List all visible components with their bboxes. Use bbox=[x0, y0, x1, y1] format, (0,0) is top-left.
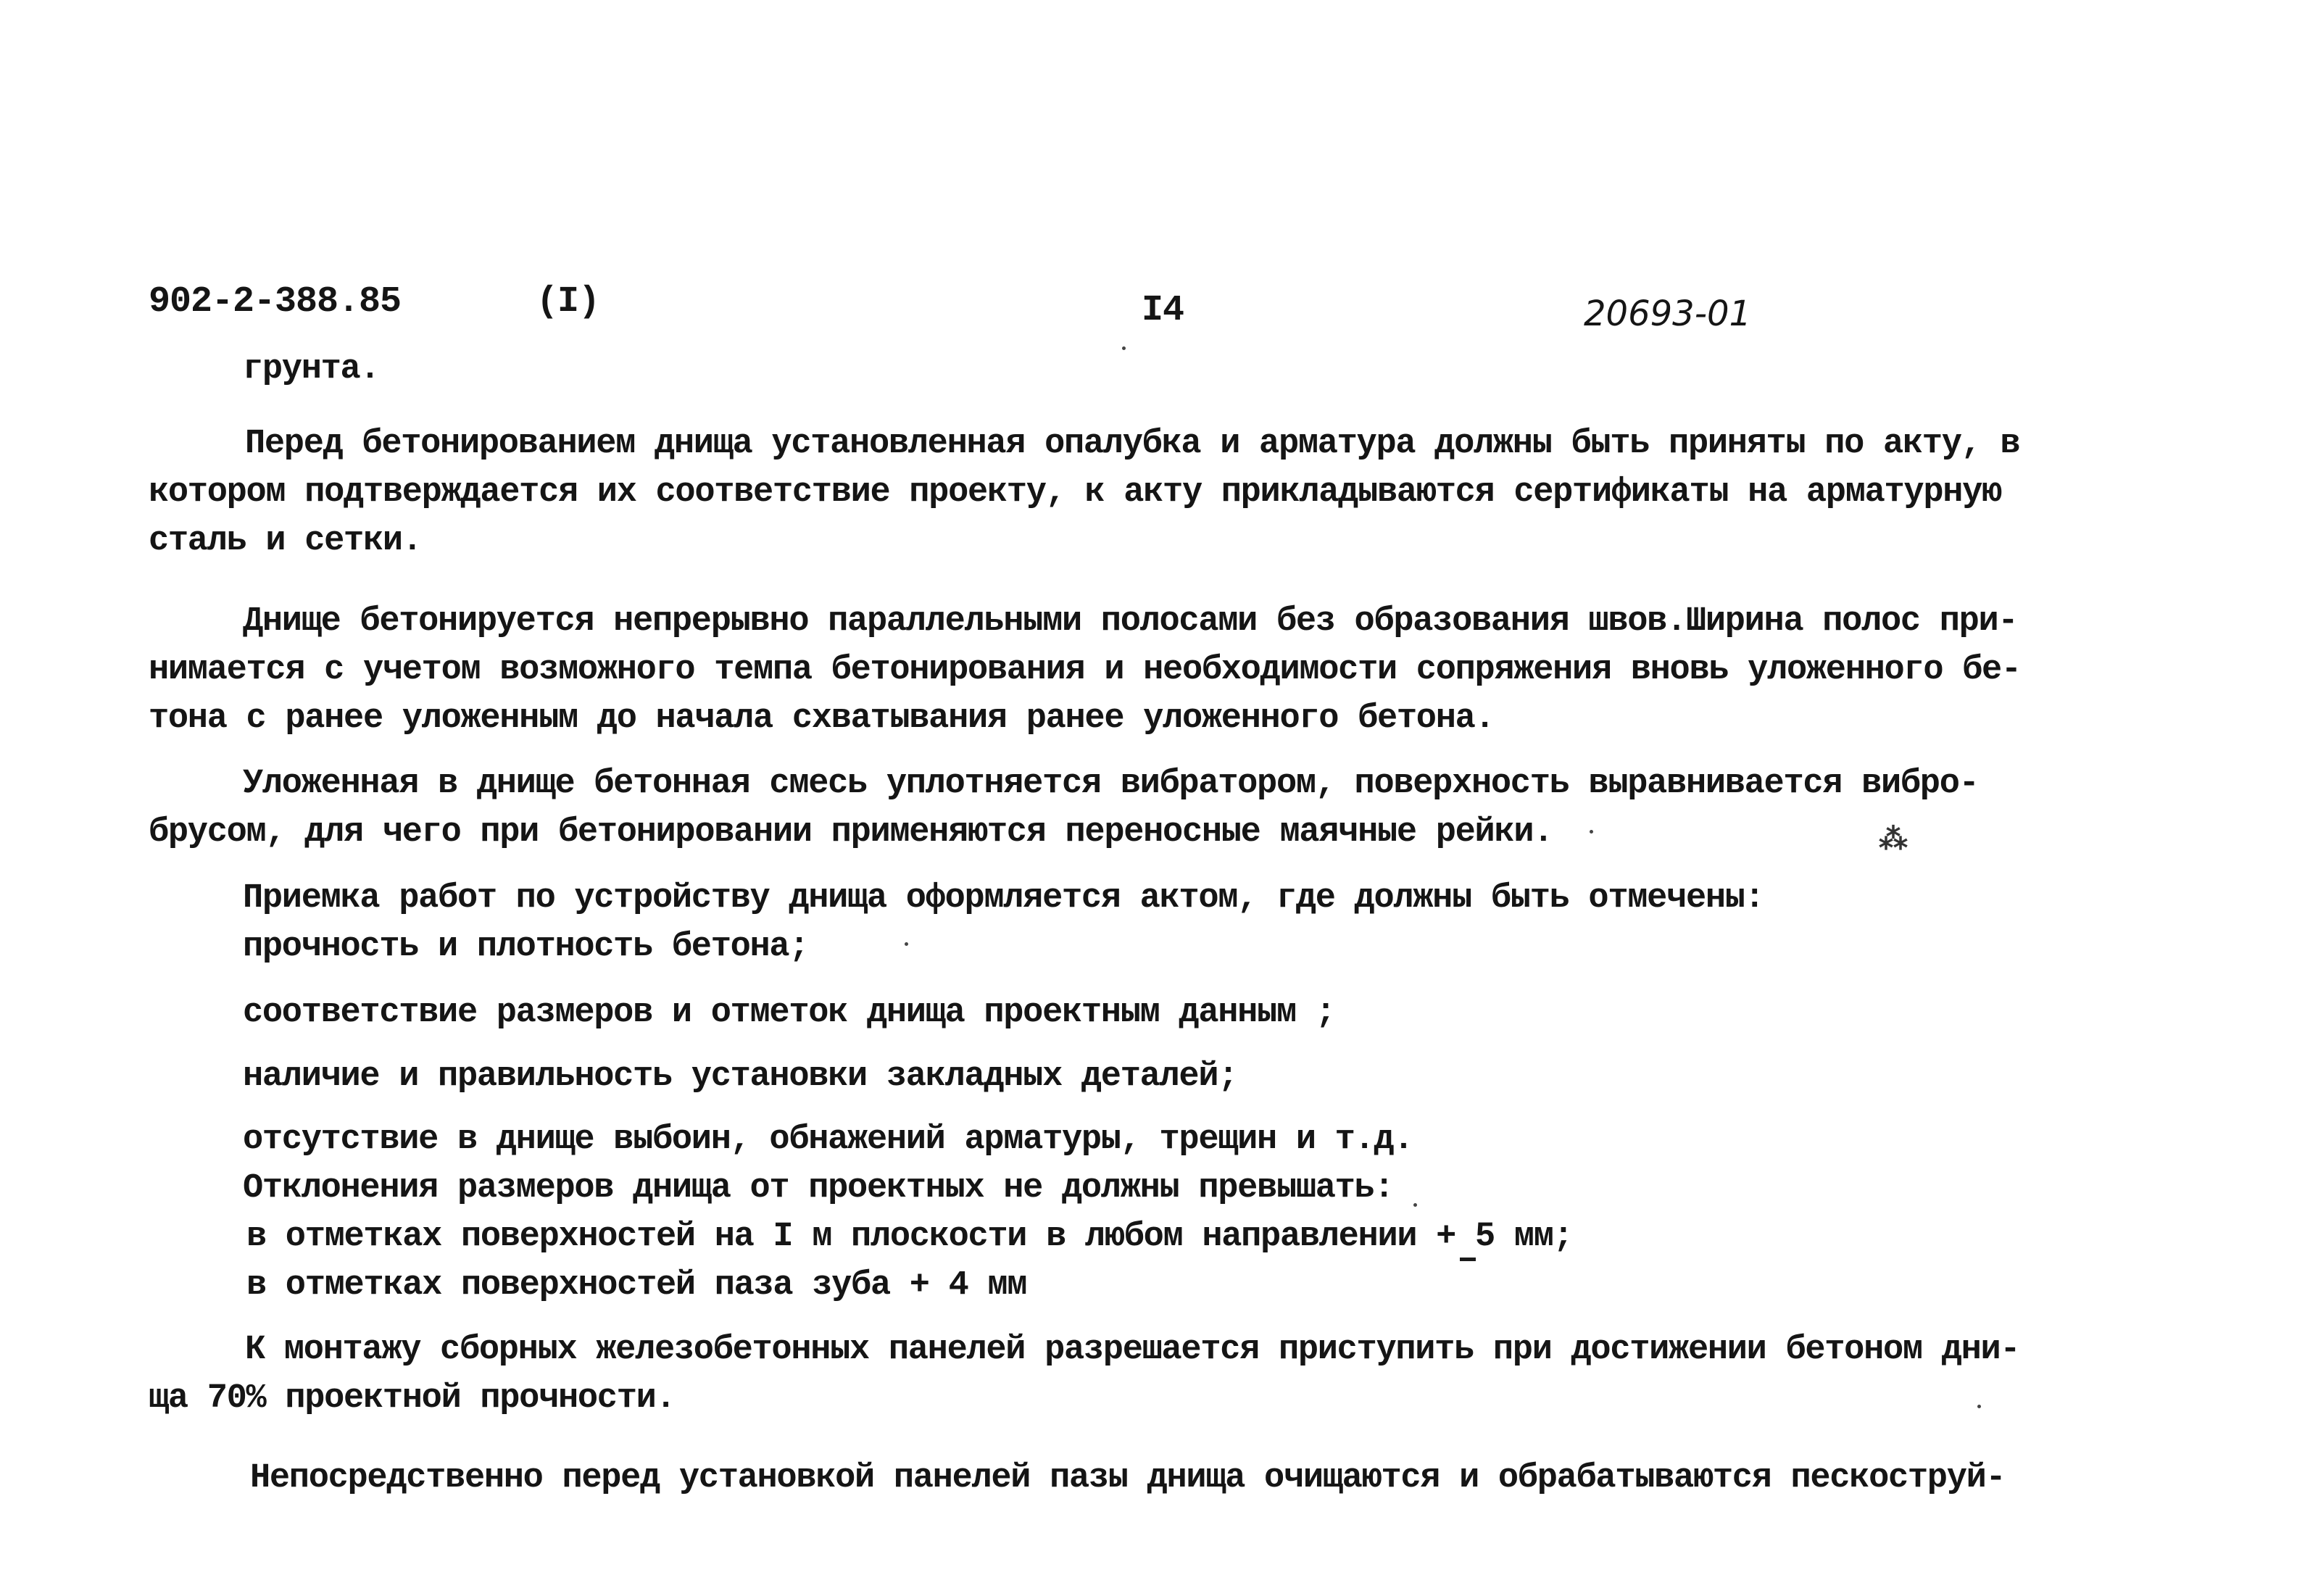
document-code: 902-2-388.85 bbox=[149, 281, 402, 323]
text-line: тона с ранее уложенным до начала схватывания ранее уложенного бетона. bbox=[149, 699, 1495, 738]
scan-speck bbox=[905, 942, 908, 946]
text-line: К монтажу сборных железобетонных панелей разрешается приступить при достижении бетоном дни- bbox=[245, 1331, 2020, 1369]
text-line: отсутствие в днище выбоин, обнажений арматуры, трещин и т.д. bbox=[243, 1121, 1413, 1159]
text-line: в отметках поверхностей на I м плоскости в любом направлении + 5 мм; bbox=[246, 1218, 1573, 1256]
text-line: в отметках поверхностей паза зуба + 4 мм bbox=[246, 1266, 1027, 1305]
text-line: Перед бетонированием днища установленная опалубка и арматура должны быть приняты по акту, в bbox=[245, 425, 2020, 463]
scan-underline bbox=[1460, 1258, 1476, 1261]
scan-speck bbox=[1590, 830, 1593, 834]
text-line: грунта. bbox=[243, 350, 380, 388]
text-line: Непосредственно перед установкой панелей пазы днища очищаются и обрабатываются пескоструй- bbox=[250, 1459, 2006, 1497]
scan-mark: ⁂ bbox=[1879, 826, 1908, 858]
text-line: ща 70% проектной прочности. bbox=[149, 1379, 676, 1418]
sheet-label: (I) bbox=[536, 281, 600, 323]
text-line: Отклонения размеров днища от проектных не должны превышать: bbox=[243, 1169, 1394, 1208]
page-number: I4 bbox=[1142, 290, 1184, 331]
text-line: Уложенная в днище бетонная смесь уплотняется вибратором, поверхность выравнивается вибро- bbox=[243, 765, 1979, 803]
text-line: прочность и плотность бетона; bbox=[243, 928, 809, 966]
text-line: нимается с учетом возможного темпа бетонирования и необходимости сопряжения вновь уложенного бе- bbox=[149, 651, 2021, 689]
text-line: котором подтверждается их соответствие проекту, к акту прикладываются сертификаты на арматурную bbox=[149, 473, 2001, 512]
scan-speck bbox=[1977, 1405, 1981, 1408]
text-line: брусом, для чего при бетонировании применяются переносные маячные рейки. bbox=[149, 813, 1553, 852]
text-line: соответствие размеров и отметок днища проектным данным ; bbox=[243, 994, 1335, 1032]
inventory-number: 20693-01 bbox=[1584, 294, 1752, 334]
text-line: Приемка работ по устройству днища оформляется актом, где должны быть отмечены: bbox=[243, 879, 1764, 918]
text-line: наличие и правильность установки закладных деталей; bbox=[243, 1057, 1238, 1096]
scan-speck bbox=[1122, 346, 1126, 350]
scan-speck bbox=[1413, 1203, 1417, 1207]
text-line: Днище бетонируется непрерывно параллельными полосами без образования швов.Ширина полос при- bbox=[243, 602, 2018, 641]
text-line: сталь и сетки. bbox=[149, 522, 422, 560]
